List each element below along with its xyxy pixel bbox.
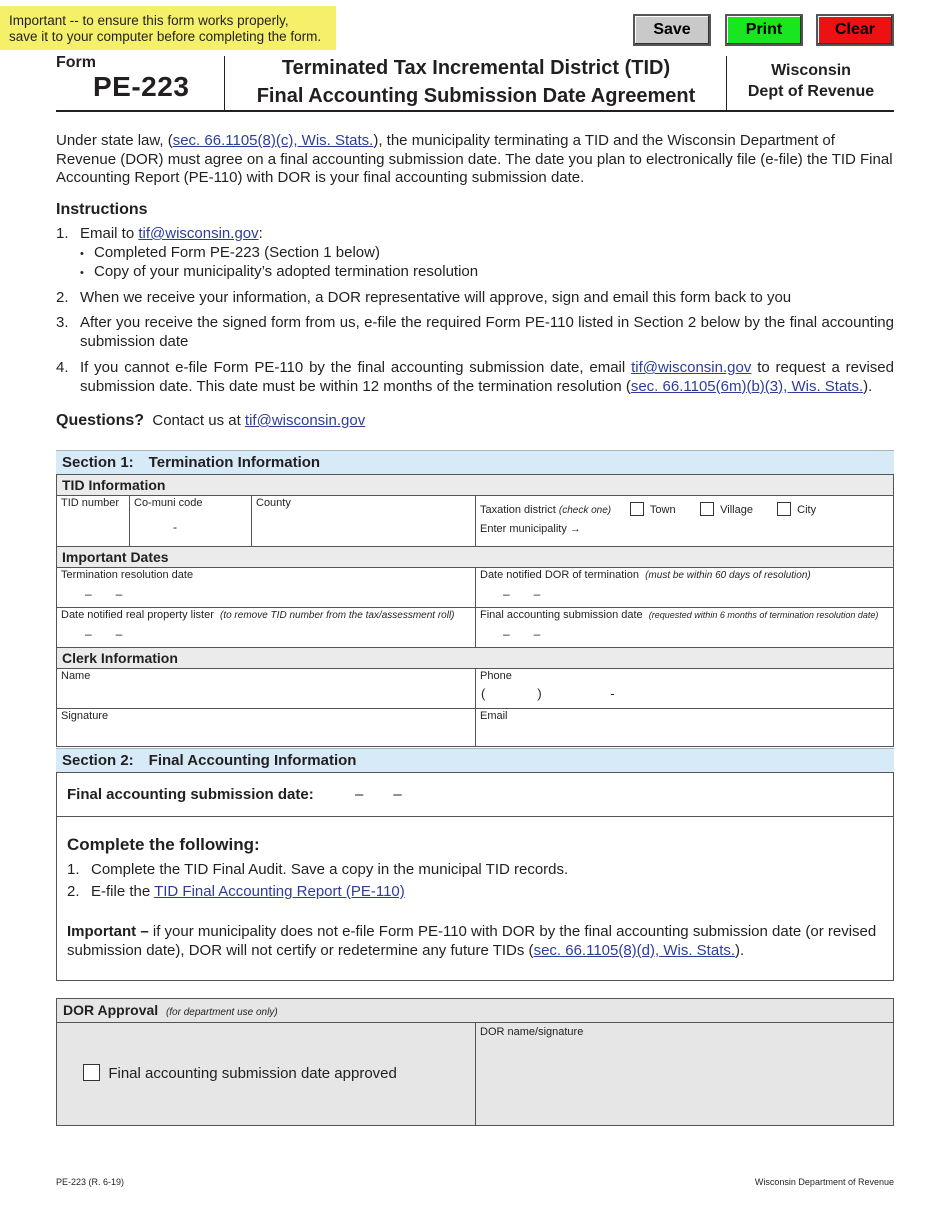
phone-label: Phone (480, 670, 512, 682)
name-label: Name (61, 670, 91, 682)
important-dates-heading: Important Dates (56, 546, 894, 568)
date-notified-lister-field[interactable] (56, 607, 476, 648)
bullet-text: Copy of your municipality’s adopted termination resolution (94, 263, 479, 280)
date-separators: – – (503, 587, 541, 601)
termination-resolution-date-field[interactable] (56, 567, 476, 608)
village-label: Village (720, 504, 753, 516)
dor-name-sig-label: DOR name/signature (480, 1026, 584, 1038)
complete-item-1 (67, 861, 568, 878)
tid-info-heading: TID Information (56, 474, 894, 496)
final-note: (requested within 6 months of termination resolution date) (648, 610, 879, 620)
instruction-step-3 (56, 314, 894, 351)
bullet-text: Completed Form PE-223 (Section 1 below) (94, 244, 380, 261)
check-one-note: (check one) (558, 505, 612, 516)
statute-link[interactable]: sec. 66.1105(8)(c), Wis. Stats. (172, 132, 374, 149)
lister-note: (to remove TID number from the tax/assessment roll) (219, 610, 455, 621)
important-text: if your municipality does not e-file Form PE-110 with DOR by the final accounting submission date (or revised submission date), DOR will not certify or redetermine any future TIDs ( (67, 923, 877, 959)
town-label: Town (649, 504, 676, 516)
important-label: Important – (67, 923, 149, 940)
step-text: to request a revised submission date. This date must be within 12 months of the termination resolution ( (80, 359, 894, 395)
item-text: Complete the TID Final Audit. Save a copy in the municipal TID records. (91, 861, 569, 878)
dor-note: (for department use only) (165, 1007, 278, 1018)
step-number: 1. (56, 225, 69, 242)
questions-line (56, 412, 365, 430)
form-header (56, 54, 894, 112)
email-link[interactable]: tif@wisconsin.gov (631, 359, 752, 376)
final-sub-date-label: Final accounting submission date (480, 609, 643, 621)
city-checkbox[interactable] (777, 502, 791, 516)
bullet-item: • Completed Form PE-223 (Section 1 below) (80, 244, 380, 261)
save-button[interactable]: Save (633, 14, 711, 46)
municipality-field[interactable]: Enter municipality → (480, 523, 581, 535)
instruction-step-1 (56, 225, 894, 244)
date-separators: – – (503, 627, 541, 641)
village-option (700, 502, 753, 516)
step-text: When we receive your information, a DOR representative will approve, sign and email this form back to you (80, 289, 792, 306)
city-label: City (797, 504, 817, 516)
clear-button[interactable]: Clear (816, 14, 894, 46)
step-number: 4. (56, 359, 69, 376)
date-notified-lister-label: Date notified real property lister (61, 609, 214, 621)
item-text: E-file the (91, 883, 155, 900)
header-divider (726, 56, 727, 110)
statute-link[interactable]: sec. 66.1105(8)(d), Wis. Stats. (533, 942, 736, 959)
instruction-step-2 (56, 289, 894, 308)
taxation-district-label: Taxation district (480, 504, 556, 516)
questions-label: Questions? (56, 412, 145, 429)
phone-mask: ( ) - (481, 686, 615, 701)
final-date-label: Final accounting submission date: (67, 786, 314, 803)
approved-option (83, 1064, 397, 1082)
clerk-email-field[interactable] (475, 708, 894, 747)
department-name (728, 60, 894, 102)
town-option (630, 502, 676, 516)
step-number: 2. (56, 289, 69, 306)
clerk-name-field[interactable] (56, 668, 476, 709)
section-2-heading: Section 2: Final Accounting Information (56, 748, 894, 772)
clerk-phone-field[interactable] (475, 668, 894, 709)
dor-approval-heading (56, 998, 894, 1023)
step-number: 3. (56, 314, 69, 331)
form-title (226, 54, 726, 110)
signature-label: Signature (61, 710, 109, 722)
header-divider (224, 56, 225, 110)
co-muni-code-field[interactable] (129, 495, 252, 547)
city-option (777, 502, 816, 516)
title-line-2: Final Accounting Submission Date Agreement (256, 85, 696, 107)
step-text: If you cannot e-file Form PE-110 by the final accounting submission date, email (80, 359, 632, 376)
step-text: Email to (80, 225, 139, 242)
email-label: Email (480, 710, 508, 722)
town-checkbox[interactable] (630, 502, 644, 516)
tid-number-field[interactable] (56, 495, 130, 547)
print-button[interactable]: Print (725, 14, 803, 46)
intro-text: Under state law, ( (56, 132, 173, 149)
village-checkbox[interactable] (700, 502, 714, 516)
complete-following-box (56, 816, 894, 981)
complete-heading: Complete the following: (67, 835, 260, 854)
county-field[interactable] (251, 495, 476, 547)
important-note (67, 922, 883, 960)
intro-paragraph (56, 132, 894, 188)
date-separators: – – (85, 587, 123, 601)
title-line-1: Terminated Tax Incremental District (TID) (281, 57, 671, 79)
tid-number-label: TID number (61, 497, 120, 509)
item-number: 1. (67, 861, 80, 878)
email-link[interactable]: tif@wisconsin.gov (244, 412, 366, 429)
final-date-row (56, 772, 894, 817)
form-number: PE-223 (93, 71, 190, 102)
bullet-item: • Copy of your municipality’s adopted termination resolution (80, 263, 479, 280)
instructions-heading: Instructions (56, 201, 148, 218)
step-text: : (258, 225, 263, 242)
email-link[interactable]: tif@wisconsin.gov (138, 225, 259, 242)
notice-line-1: Important -- to ensure this form works properly, (9, 13, 289, 28)
footer-dept: Wisconsin Department of Revenue (754, 1177, 894, 1187)
complete-item-2 (67, 883, 405, 900)
form-label: Form (56, 54, 96, 71)
dor-approval-cell (56, 1022, 476, 1126)
statute-link[interactable]: sec. 66.1105(6m)(b)(3), Wis. Stats. (630, 377, 864, 395)
approved-label: Final accounting submission date approved (108, 1065, 397, 1082)
form-revision: PE-223 (R. 6-19) (56, 1177, 125, 1187)
date-separators: – – (85, 627, 123, 641)
county-label: County (256, 497, 291, 509)
dept-line-2: Dept of Revenue (747, 83, 875, 100)
approved-checkbox[interactable] (83, 1064, 100, 1081)
step-text: ). (863, 377, 873, 395)
dor-note: (must be within 60 days of resolution) (645, 570, 811, 581)
date-notified-dor-field[interactable] (475, 567, 894, 608)
clerk-signature-field[interactable] (56, 708, 476, 747)
intro-text: ), the municipality terminating a TID and the Wisconsin Department of Revenue (DOR) must agree on a final accounting submission date. The date you plan to electronically file (e-file) the TID Final Accounting Report (PE-110) with DOR is your final accounting submission date. (56, 132, 893, 186)
save-notice (0, 6, 336, 50)
term-res-date-label: Termination resolution date (61, 569, 194, 581)
section-1-heading: Section 1: Termination Information (56, 450, 894, 474)
notice-line-2: save it to your computer before completing the form. (9, 29, 322, 44)
co-muni-label: Co-muni code (134, 497, 203, 509)
important-text: ). (735, 942, 745, 959)
step-text: After you receive the signed form from us, e-file the required Form PE-110 listed in Section 2 below by the final accounting submission date (80, 314, 894, 350)
clerk-info-heading: Clerk Information (56, 647, 894, 669)
date-notified-dor-label: Date notified DOR of termination (480, 569, 639, 581)
pe110-link[interactable]: TID Final Accounting Report (PE-110) (154, 883, 405, 900)
dor-signature-field[interactable] (475, 1022, 894, 1126)
final-date-field[interactable]: – – (355, 786, 402, 803)
instruction-step-4 (56, 359, 894, 396)
questions-text: Contact us at (152, 412, 245, 429)
dept-line-1: Wisconsin (771, 62, 851, 79)
taxation-district-cell (475, 495, 894, 547)
co-muni-separator: - (173, 520, 177, 534)
item-number: 2. (67, 883, 80, 900)
final-submission-date-field[interactable] (475, 607, 894, 648)
dor-heading-label: DOR Approval (63, 1002, 159, 1018)
